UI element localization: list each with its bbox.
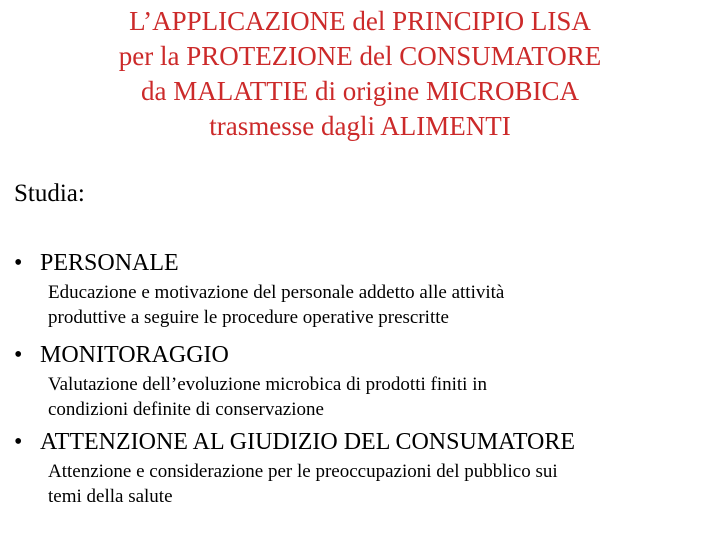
description-line: condizioni definite di conservazione (48, 399, 324, 420)
bullet-icon: • (14, 429, 23, 455)
section-description (48, 280, 714, 330)
section-heading-text: ATTENZIONE AL GIUDIZIO DEL CONSUMATORE (40, 429, 576, 455)
section-monitoraggio (14, 340, 714, 422)
section-heading-text: MONITORAGGIO (40, 342, 229, 368)
section-description (48, 372, 714, 422)
description-line: produttive a seguire le procedure operative prescritte (48, 307, 449, 328)
title-line: da MALATTIE di origine MICROBICA (141, 76, 579, 106)
section-description (48, 459, 714, 509)
bullet-icon: • (14, 342, 23, 368)
description-line: Valutazione dell’evoluzione microbica di prodotti finiti in (48, 374, 487, 395)
section-attenzione-consumatore (14, 427, 714, 509)
section-heading (14, 248, 714, 278)
section-heading (14, 427, 714, 457)
title-line: trasmesse dagli ALIMENTI (209, 111, 511, 141)
slide-title (0, 4, 720, 144)
title-line: per la PROTEZIONE del CONSUMATORE (118, 41, 602, 71)
description-line: Attenzione e considerazione per le preoccupazioni del pubblico sui (48, 461, 558, 482)
description-line: Educazione e motivazione del personale addetto alle attività (48, 282, 505, 303)
bullet-icon: • (14, 250, 23, 276)
intro-text: Studia: (14, 180, 85, 207)
section-heading (14, 340, 714, 370)
description-line: temi della salute (48, 486, 173, 507)
section-heading-text: PERSONALE (40, 250, 179, 276)
title-line: L’APPLICAZIONE del PRINCIPIO LISA (129, 6, 591, 36)
section-personale (14, 248, 714, 330)
